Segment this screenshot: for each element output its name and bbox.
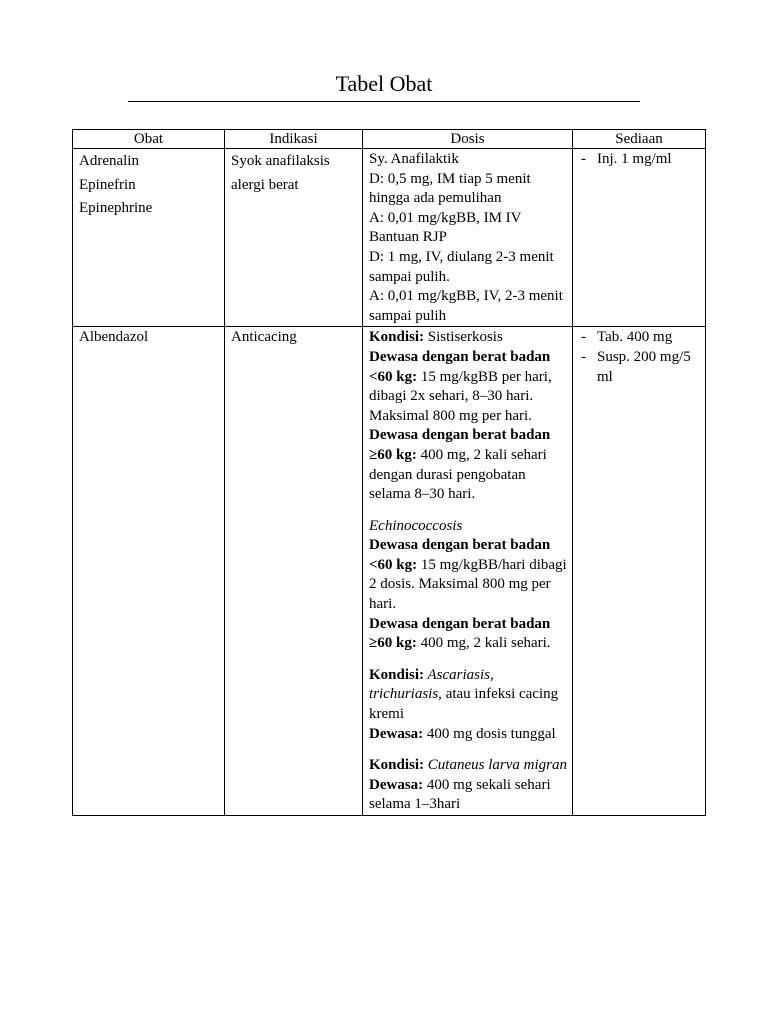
dose-cell xyxy=(363,149,573,327)
dose-paragraph-echinococcosis xyxy=(369,517,567,654)
dose-line: A: 0,01 mg/kgBB, IM IV xyxy=(369,209,522,226)
drug-name: Adrenalin xyxy=(79,153,139,169)
condition-label: Kondisi: xyxy=(369,329,425,346)
indication-cell xyxy=(225,149,363,327)
drug-name: Epinephrine xyxy=(79,200,153,216)
preparation-item: - Tab. 400 mg xyxy=(579,328,700,348)
column-header-sediaan: Sediaan xyxy=(573,130,706,149)
condition-name: Echinococcosis xyxy=(369,517,463,534)
preparation-cell xyxy=(573,327,706,816)
preparation-cell xyxy=(573,149,706,327)
title-underline xyxy=(128,101,640,102)
dose-value: 15 mg/kgBB/hari dibagi 2 dosis. Maksimal 800 mg per hari. xyxy=(369,556,567,613)
dose-cell xyxy=(363,327,573,816)
drug-name: Albendazol xyxy=(79,329,149,346)
dose-label: Dewasa dengan berat badan <60 kg: xyxy=(369,537,551,573)
condition-value: Sistiserkosis xyxy=(424,329,503,346)
preparation-list xyxy=(579,150,700,170)
drug-name-cell xyxy=(73,149,225,327)
condition-label: Kondisi: xyxy=(369,757,425,774)
drug-name: Epinefrin xyxy=(79,176,136,193)
drug-table xyxy=(72,129,706,816)
dose-line: A: 0,01 mg/kgBB, IV, 2-3 menit sampai pulih xyxy=(369,288,563,324)
indication-cell xyxy=(225,327,363,816)
condition-label: Kondisi: xyxy=(369,666,425,683)
dose-label: Dewasa: xyxy=(369,776,424,793)
dose-label: Dewasa dengan berat badan ≥60 kg: xyxy=(369,615,551,652)
page-title: Tabel Obat xyxy=(335,71,433,96)
dose-line: D: 1 mg, IV, diulang 2-3 menit sampai pulih. xyxy=(369,248,554,285)
dose-value: 400 mg dosis tunggal xyxy=(423,725,556,742)
preparation-item: - Susp. 200 mg/5 ml xyxy=(579,348,700,387)
condition-value: Ascariasis, trichuriasis, xyxy=(369,666,494,703)
column-header-dosis: Dosis xyxy=(363,130,573,149)
preparation-list xyxy=(579,328,700,387)
dose-line: Sy. Anafilaktik xyxy=(369,151,459,167)
dose-value: 15 mg/kgBB per hari, dibagi 2x sehari, 8–30 hari. Maksimal 800 mg per hari. xyxy=(369,368,552,424)
dose-paragraph-sistiserkosis xyxy=(369,328,567,504)
dose-value: 400 mg sekali sehari selama 1–3hari xyxy=(369,776,551,813)
dose-value: 400 mg, 2 kali sehari dengan durasi pengobatan selama 8–30 hari. xyxy=(369,446,547,503)
column-header-obat: Obat xyxy=(73,130,225,149)
dose-label: Dewasa: xyxy=(369,725,424,742)
dose-paragraph-ascariasis xyxy=(369,666,567,744)
table-row xyxy=(73,149,706,327)
indication-text: Anticacing xyxy=(231,329,297,346)
condition-value: atau infeksi cacing kremi xyxy=(369,686,559,723)
condition-value: Cutaneus larva migran xyxy=(424,757,567,774)
dose-line: Bantuan RJP xyxy=(369,229,447,246)
drug-name-cell xyxy=(73,327,225,816)
dose-label: Dewasa dengan berat badan <60 kg: xyxy=(369,348,551,385)
indication-text: Syok anafilaksis alergi berat xyxy=(231,153,330,193)
table-header-row xyxy=(73,130,706,149)
dose-value: 400 mg, 2 kali sehari. xyxy=(416,635,551,652)
dose-label: Dewasa dengan berat badan ≥60 kg: xyxy=(369,427,551,463)
column-header-indikasi: Indikasi xyxy=(225,130,363,149)
dose-line: D: 0,5 mg, IM tiap 5 menit hingga ada pemulihan xyxy=(369,170,531,207)
dose-paragraph-larva-migran xyxy=(369,756,567,815)
preparation-item: - Inj. 1 mg/ml xyxy=(579,150,700,170)
table-row xyxy=(73,327,706,816)
